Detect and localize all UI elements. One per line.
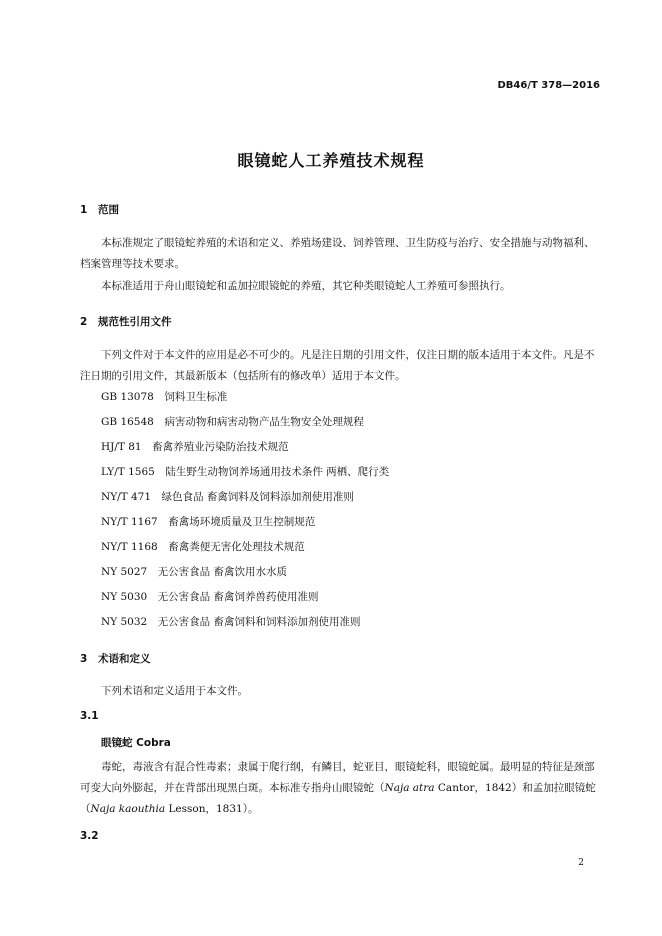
- reference-item: NY 5032 无公害食品 畜禽饲料和饲料添加剂使用准则: [101, 616, 361, 628]
- section-1-title: 范围: [98, 204, 119, 216]
- definition-text-b: Cantor，1842）和孟加拉眼镜蛇（: [80, 782, 596, 815]
- section-2-heading: [80, 314, 172, 329]
- section-3-number: 3: [80, 653, 88, 665]
- reference-item: NY/T 471 绿色食品 畜禽饲料及饲料添加剂使用准则: [101, 491, 354, 503]
- term-cobra: 眼镜蛇 Cobra: [101, 737, 171, 749]
- definition-text-a: 毒蛇，毒液含有混合性毒素；隶属于爬行纲，有鳞目，蛇亚目，眼镜蛇科，眼镜蛇属。最明显的特征是颈部可变大向外膨起，并在背部出现黑白斑。本标准专指舟山眼镜蛇（: [80, 761, 595, 794]
- reference-item: HJ/T 81 畜禽养殖业污染防治技术规范: [101, 441, 289, 453]
- section-3-heading: [80, 651, 151, 666]
- reference-item: NY 5030 无公害食品 畜禽饲养兽药使用准则: [101, 591, 319, 603]
- section-1-paragraph-1: 本标准规定了眼镜蛇养殖的术语和定义、养殖场建设、饲养管理、卫生防疫与治疗、安全措施与动物福利、档案管理等技术要求。: [80, 237, 595, 270]
- reference-item: GB 13078 饲料卫生标准: [101, 391, 228, 403]
- page-number: 2: [578, 858, 584, 868]
- document-number: DB46/T 378—2016: [497, 80, 600, 91]
- species-name-naja-kaouthia: Naja kaouthia: [90, 803, 166, 815]
- section-3-paragraph: 下列术语和定义适用于本文件。: [101, 685, 248, 697]
- section-1-paragraph-2: 本标准适用于舟山眼镜蛇和孟加拉眼镜蛇的养殖，其它种类眼镜蛇人工养殖可参照执行。: [101, 280, 511, 292]
- document-title: 眼镜蛇人工养殖技术规程: [237, 151, 425, 170]
- section-2-title: 规范性引用文件: [98, 316, 172, 328]
- reference-item: NY/T 1168 畜禽粪便无害化处理技术规范: [101, 541, 305, 553]
- reference-item: NY/T 1167 畜禽场环境质量及卫生控制规范: [101, 516, 316, 528]
- section-2-number: 2: [80, 316, 88, 328]
- section-1-number: 1: [80, 204, 88, 216]
- term-definition: [80, 757, 602, 820]
- section-3-title: 术语和定义: [98, 653, 151, 665]
- subsection-3-2-number: 3.2: [80, 830, 99, 842]
- definition-text-c: Lesson，1831）。: [165, 803, 259, 815]
- reference-item: GB 16548 病害动物和病害动物产品生物安全处理规程: [101, 416, 364, 428]
- section-1-heading: [80, 202, 119, 217]
- reference-item: LY/T 1565 陆生野生动物饲养场通用技术条件 两栖、爬行类: [101, 466, 390, 478]
- reference-item: NY 5027 无公害食品 畜禽饮用水水质: [101, 566, 288, 578]
- species-name-naja-atra: Naja atra: [384, 782, 435, 794]
- section-2-paragraph: 下列文件对于本文件的应用是必不可少的。凡是注日期的引用文件，仅注日期的版本适用于本文件。凡是不注日期的引用文件，其最新版本（包括所有的修改单）适用于本文件。: [80, 349, 595, 382]
- subsection-3-1-number: 3.1: [80, 710, 99, 722]
